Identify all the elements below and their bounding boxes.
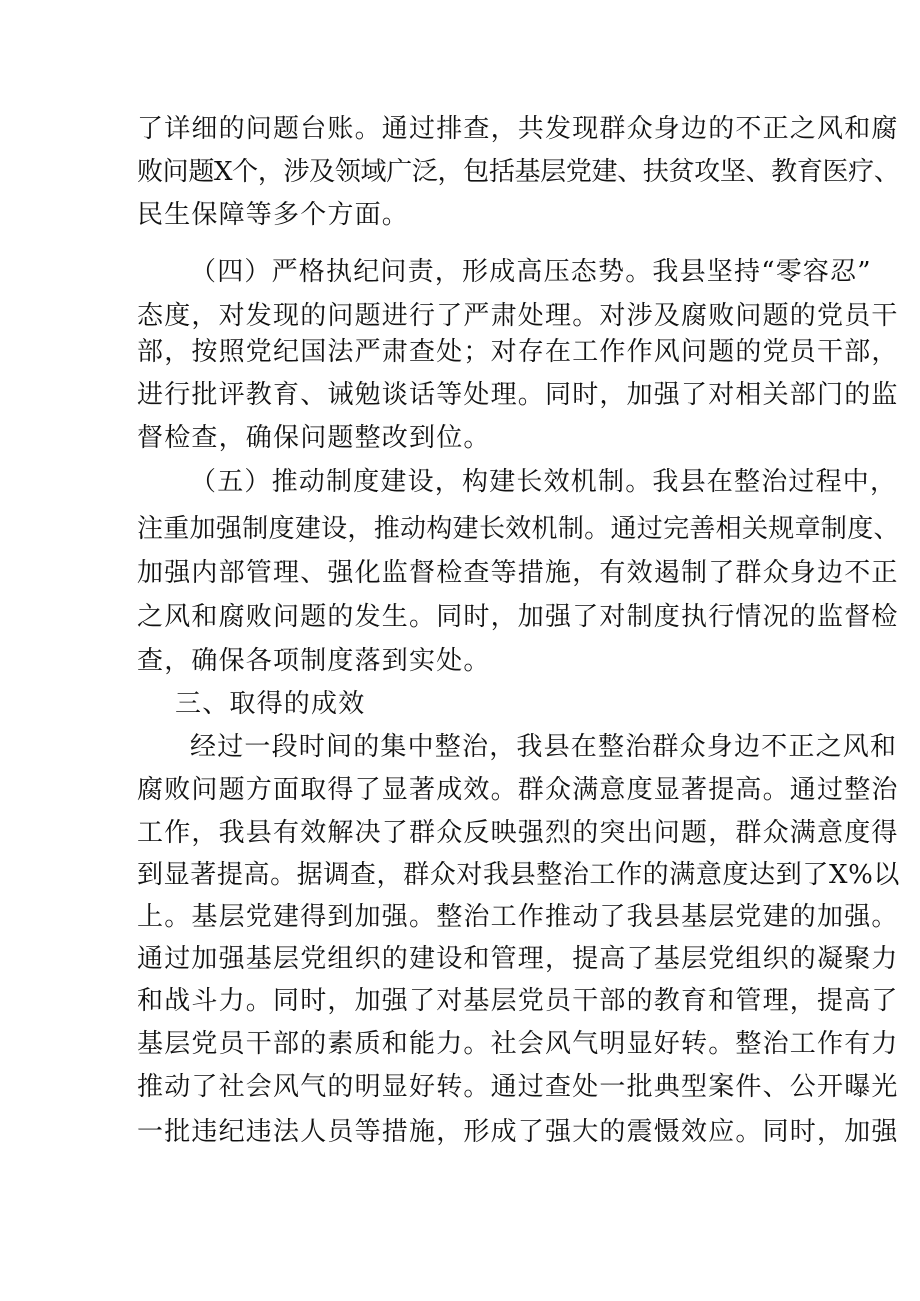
text-line: 通过加强基层党组织的建设和管理，提高了基层党组织的凝聚力	[137, 944, 899, 974]
text-line: 督检查，确保问题整改到位。	[137, 423, 491, 453]
text-line: 推动了社会风气的明显好转。通过查处一批典型案件、公开曝光	[137, 1072, 899, 1102]
paragraph-start-line: （五）推动制度建设，构建长效机制。我县在整治过程中，	[190, 467, 898, 497]
text-line: 态度，对发现的问题进行了严肃处理。对涉及腐败问题的党员干	[137, 301, 899, 331]
text-line: 部，按照党纪国法严肃查处；对存在工作作风问题的党员干部，	[137, 337, 899, 367]
text-line: 上。基层党建得到加强。整治工作推动了我县基层党建的加强。	[137, 902, 899, 932]
text-line: 工作，我县有效解决了群众反映强烈的突出问题，群众满意度得	[137, 818, 899, 848]
text-line: 基层党员干部的素质和能力。社会风气明显好转。整治工作有力	[137, 1029, 899, 1059]
text-line: 腐败问题方面取得了显著成效。群众满意度显著提高。通过整治	[137, 775, 899, 805]
text-line: 民生保障等多个方面。	[137, 200, 410, 230]
text-line: 之风和腐败问题的发生。同时，加强了对制度执行情况的监督检	[137, 602, 899, 632]
text-line: 查，确保各项制度落到实处。	[137, 646, 491, 676]
paragraph-start-line: 经过一段时间的集中整治，我县在整治群众身边不正之风和	[190, 732, 898, 762]
text-line: 败问题X个，涉及领域广泛，包括基层党建、扶贫攻坚、教育医疗、	[137, 157, 900, 187]
text-line: 一批违纪违法人员等措施，形成了强大的震慑效应。同时，加强	[137, 1117, 899, 1147]
text-line: 注重加强制度建设，推动构建长效机制。通过完善相关规章制度、	[137, 514, 900, 544]
paragraph-start-line: （四）严格执纪问责，形成高压态势。我县坚持“零容忍”	[190, 257, 872, 287]
section-heading: 三、取得的成效	[175, 689, 366, 719]
text-line: 和战斗力。同时，加强了对基层党员干部的教育和管理，提高了	[137, 986, 899, 1016]
text-line: 了详细的问题台账。通过排查，共发现群众身边的不正之风和腐	[137, 114, 899, 144]
text-line: 加强内部管理、强化监督检查等措施，有效遏制了群众身边不正	[137, 558, 899, 588]
text-line: 进行批评教育、诫勉谈话等处理。同时，加强了对相关部门的监	[137, 380, 899, 410]
text-line: 到显著提高。据调查，群众对我县整治工作的满意度达到了X%以	[137, 860, 901, 890]
